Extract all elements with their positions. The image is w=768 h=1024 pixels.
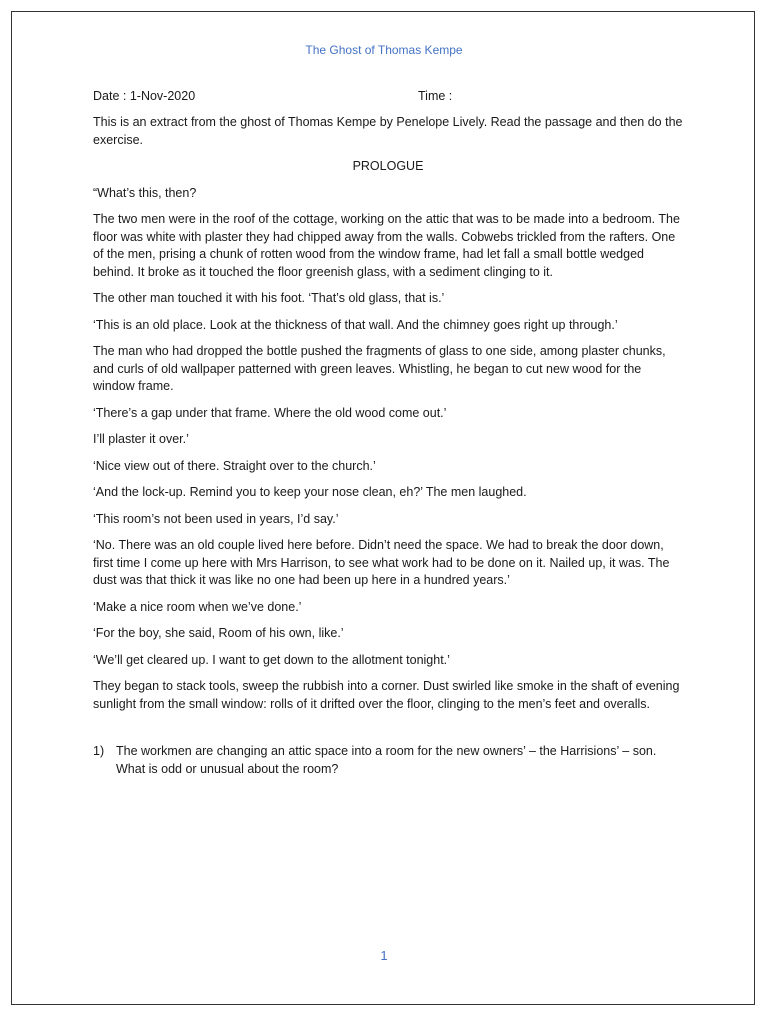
time-label: Time : <box>418 89 453 103</box>
date-time-line <box>93 88 683 105</box>
paragraph: ‘Nice view out of there. Straight over to the church.’ <box>93 458 376 473</box>
intro-text: This is an extract from the ghost of Thomas Kempe by Penelope Lively. Read the passage and then do the exercise. <box>93 115 683 147</box>
paragraph: The other man touched it with his foot. ‘That’s old glass, that is.’ <box>93 291 445 305</box>
date-label: Date : <box>93 89 127 103</box>
document-header-title: The Ghost of Thomas Kempe <box>305 43 463 57</box>
paragraph: They began to stack tools, sweep the rubbish into a corner. Dust swirled like smoke in the shaft of evening sunlight from the small window: rolls of it drifted over the floor, clinging to the men’s feet and overalls. <box>93 679 680 711</box>
question-number: 1) <box>93 744 105 758</box>
document-body <box>93 88 683 778</box>
paragraph: ‘And the lock-up. Remind you to keep your nose clean, eh?’ The men laughed. <box>93 485 527 499</box>
question-item <box>93 743 683 778</box>
paragraph: The two men were in the roof of the cottage, working on the attic that was to be made into a bedroom. The floor was white with plaster they had chipped away from the walls. Cobwebs trickled from the rafters. One of the men, prising a chunk of rotten wood from the window frame, had let fall a small bottle wedged behind. It broke as it touched the floor greenish glass, with a sediment clinging to it. <box>93 212 680 279</box>
paragraph: ‘This room’s not been used in years, I’d say.’ <box>93 511 339 526</box>
paragraph: I’ll plaster it over.’ <box>93 432 189 446</box>
paragraph: The man who had dropped the bottle pushed the fragments of glass to one side, among plaster chunks, and curls of old wallpaper patterned with green leaves. Whistling, he began to cut new wood for the window frame. <box>93 344 666 393</box>
section-heading: PROLOGUE <box>352 159 424 173</box>
page-number: 1 <box>380 948 388 963</box>
paragraph: “What’s this, then? <box>93 185 197 200</box>
paragraph: ‘This is an old place. Look at the thickness of that wall. And the chimney goes right up through.’ <box>93 317 618 332</box>
paragraph: ‘There’s a gap under that frame. Where the old wood come out.’ <box>93 405 447 420</box>
paragraph: ‘For the boy, she said, Room of his own, like.’ <box>93 626 344 640</box>
paragraph: ‘We’ll get cleared up. I want to get down to the allotment tonight.’ <box>93 652 450 667</box>
date-value: 1-Nov-2020 <box>129 89 196 103</box>
paragraph: ‘Make a nice room when we’ve done.’ <box>93 599 302 614</box>
question-text: The workmen are changing an attic space into a room for the new owners’ – the Harrisions’ – son. What is odd or unusual about the room? <box>116 744 657 776</box>
paragraph: ‘No. There was an old couple lived here before. Didn’t need the space. We had to break the door down, first time I come up here with Mrs Harrison, to see what work had to be done on it. Nailed up, it was. The dust was that thick it was like no one had been up here in a hundred years.’ <box>93 538 670 587</box>
